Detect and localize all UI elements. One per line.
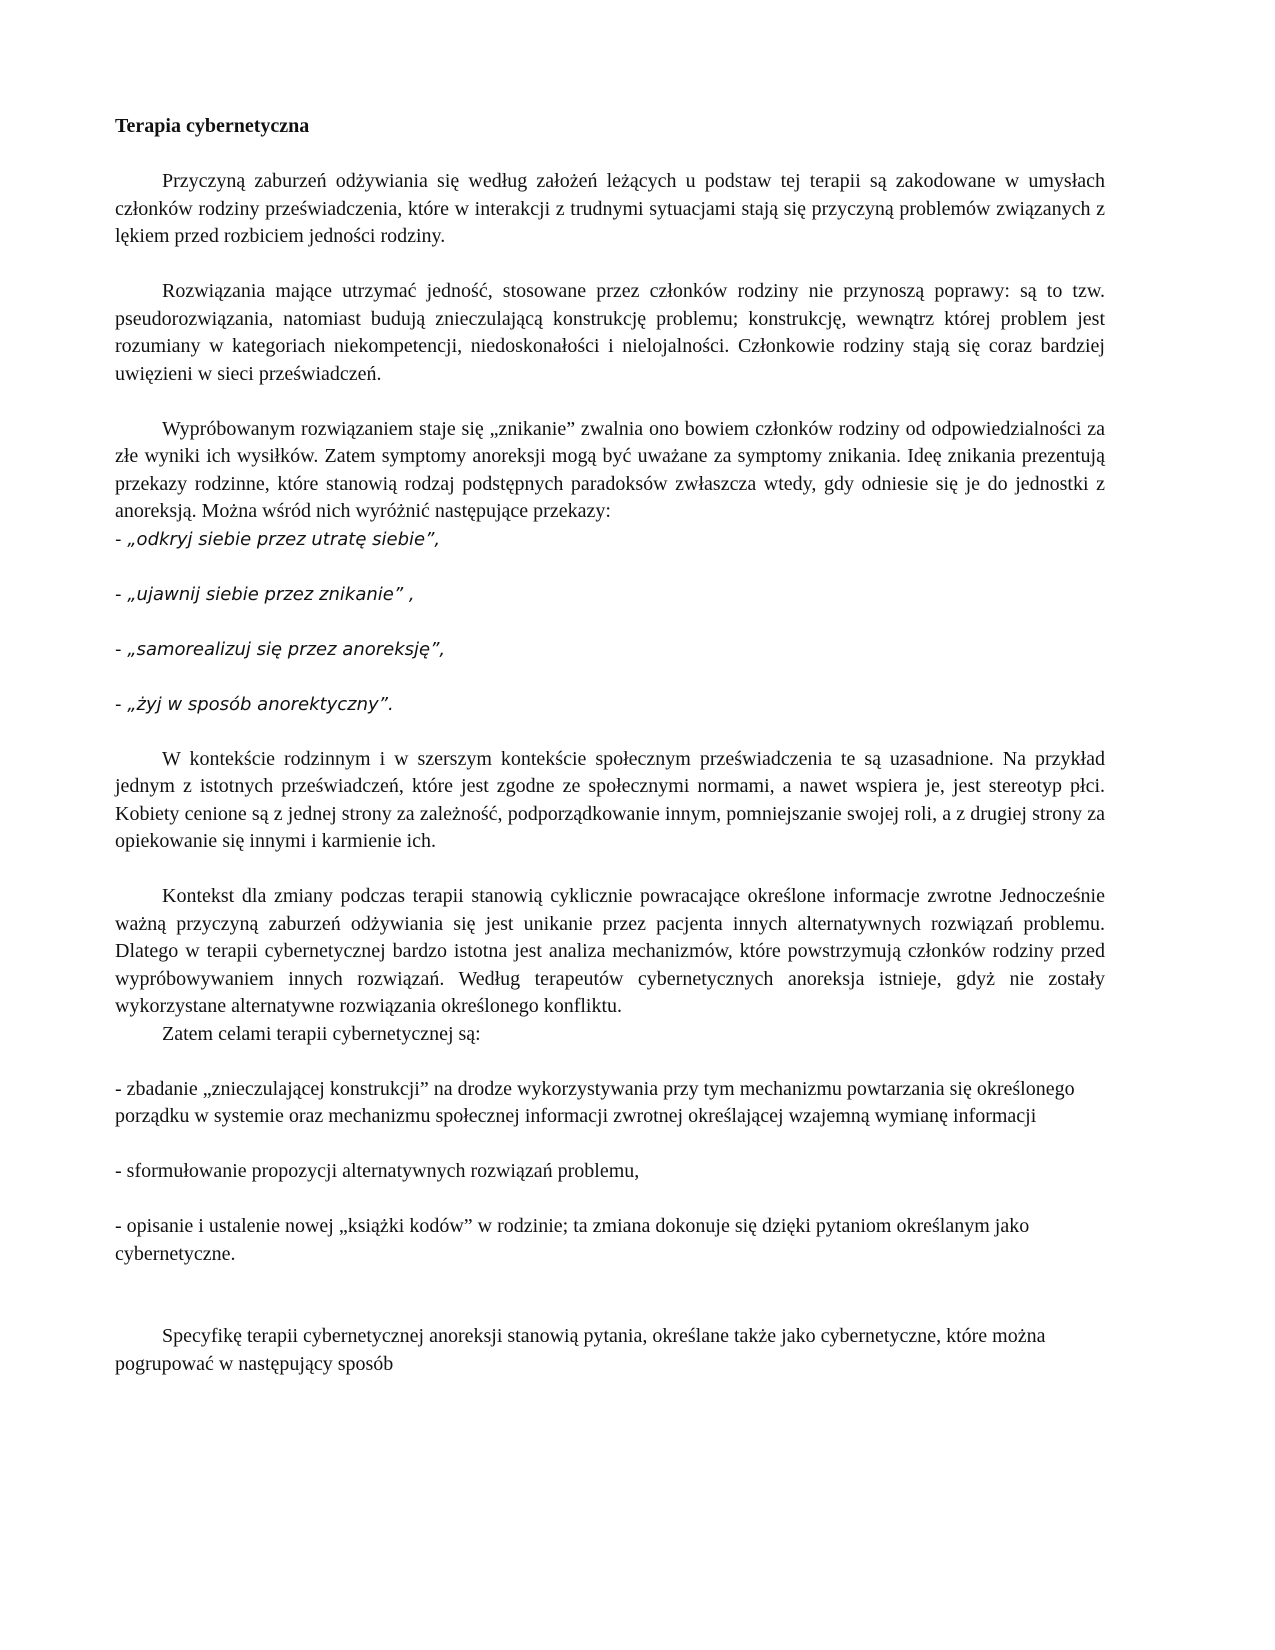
paragraph-goals-intro: Zatem celami terapii cybernetycznej są: <box>162 1022 481 1045</box>
paragraph-disappearing: Wypróbowanym rozwiązaniem staje się „znikanie” zwalnia ono bowiem członków rodziny od odpowiedzialności za złe wyniki ich wysiłków. Zatem symptomy anoreksji mogą być uważane za symptomy znikania. Ideę znikania prezentują przekazy rodzinne, które stanowią rodzaj podstępnych paradoksów zwłaszcza wtedy, gdy odniesie się je do jednostki z anoreksją. Można wśród nich wyróżnić następujące przekazy: <box>115 417 1105 522</box>
paragraph-questions: Specyfikę terapii cybernetycznej anoreksji stanowią pytania, określane także jako cybernetyczne, które można pogrupować w następujący sposób <box>115 1325 1046 1375</box>
paragraph-pseudosolutions: Rozwiązania mające utrzymać jedność, stosowane przez członków rodziny nie przynoszą poprawy: są to tzw. pseudorozwiązania, natomiast budują znieczulającą konstrukcję problemu; konstrukcję, wewnątrz której problem jest rozumiany w kategoriach niekompetencji, niedoskonałości i nielojalności. Członkowie rodziny stają się coraz bardziej uwięzieni w sieci przeświadczeń. <box>115 280 1105 385</box>
quote-item: - „samorealizuj się przez anoreksję”, <box>115 638 446 660</box>
paragraph-social-context: W kontekście rodzinnym i w szerszym kontekście społecznym przeświadczenia te są uzasadnione. Na przykład jednym z istotnych przeświadczeń, które jest zgodne ze społecznymi normami, a nawet wspiera je, jest stereotyp płci. Kobiety cenione są z jednej strony za zależność, podporządkowanie innym, pomniejszanie swojej roli, a z drugiej strony za opiekowanie się innymi i karmienie ich. <box>115 747 1105 852</box>
goal-item: - zbadanie „znieczulającej konstrukcji” na drodze wykorzystywania przy tym mechanizmu powtarzania się określonego porządku w systemie oraz mechanizmu społecznej informacji zwrotnej określającej wzajemną wymianę informacji <box>115 1077 1075 1127</box>
paragraph-causes: Przyczyną zaburzeń odżywiania się według założeń leżących u podstaw tej terapii są zakodowane w umysłach członków rodziny przeświadczenia, które w interakcji z trudnymi sytuacjami stają się przyczyną problemów związanych z lękiem przed rozbiciem jedności rodziny. <box>115 170 1105 247</box>
quote-item: - „odkryj siebie przez utratę siebie”, <box>115 528 441 550</box>
paragraph-therapy-context: Kontekst dla zmiany podczas terapii stanowią cyklicznie powracające określone informacje zwrotne Jednocześnie ważną przyczyną zaburzeń odżywiania się jest unikanie przez pacjenta innych alternatywnych rozwiązań problemu. Dlatego w terapii cybernetycznej bardzo istotna jest analiza mechanizmów, które powstrzymują członków rodziny przed wypróbowywaniem innych rozwiązań. Według terapeutów cybernetycznych anoreksja istnieje, gdyż nie zostały wykorzystane alternatywne rozwiązania określonego konfliktu. <box>115 885 1105 1017</box>
quote-item: - „żyj w sposób anorektyczny”. <box>115 693 394 715</box>
goal-item: - sformułowanie propozycji alternatywnych rozwiązań problemu, <box>115 1160 640 1182</box>
document-title: Terapia cybernetyczna <box>115 115 310 137</box>
quote-list <box>115 526 1105 719</box>
quote-item: - „ujawnij siebie przez znikanie” , <box>115 583 415 605</box>
document-page <box>115 112 1105 1378</box>
goal-item: - opisanie i ustalenie nowej „książki kodów” w rodzinie; ta zmiana dokonuje się dzięki pytaniom określanym jako cybernetyczne. <box>115 1215 1030 1265</box>
